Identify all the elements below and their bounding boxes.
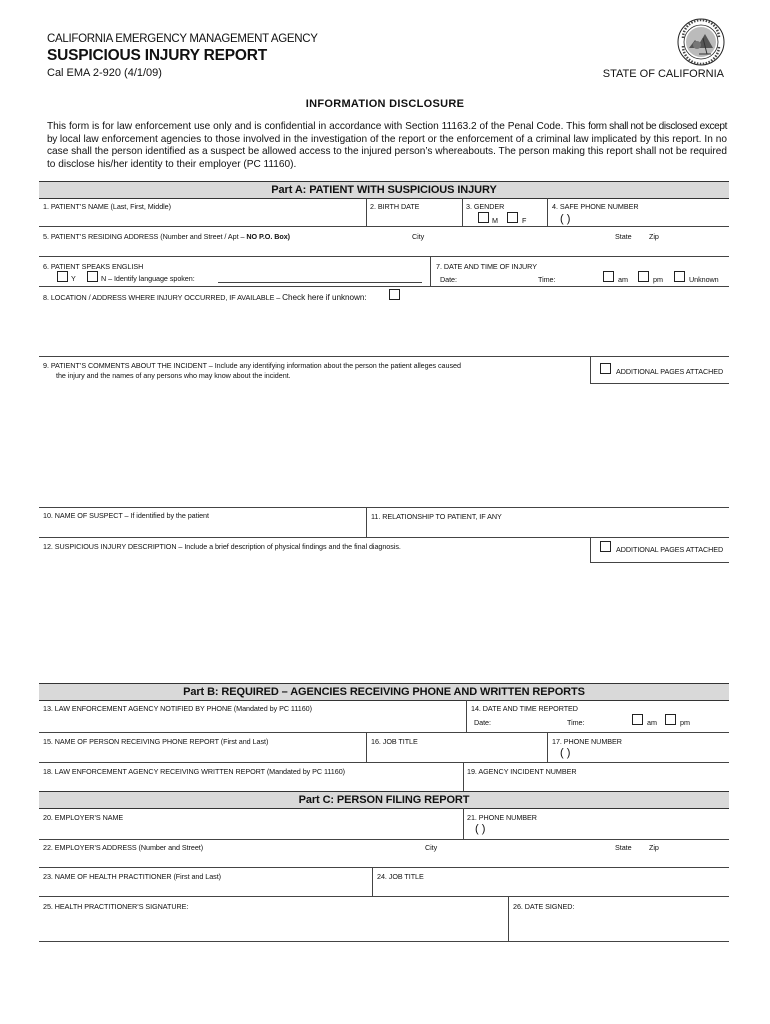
part-a-header: Part A: PATIENT WITH SUSPICIOUS INJURY	[39, 181, 729, 199]
field-16-label: 16. JOB TITLE	[371, 737, 418, 746]
field-13-label: 13. LAW ENFORCEMENT AGENCY NOTIFIED BY PHONE (Mandated by PC 11160)	[43, 704, 312, 713]
employer-state-label: State	[615, 843, 632, 852]
zip-label: Zip	[649, 232, 659, 241]
field-15-label: 15. NAME OF PERSON RECEIVING PHONE REPORT (First and Last)	[43, 737, 269, 746]
field-6-label: 6. PATIENT SPEAKS ENGLISH	[43, 262, 144, 271]
disclosure-text: This form is for law enforcement use only and is confidential in accordance with Section 11163.2 of the Penal Code. This form shall not be disclosed except by local law enforcement agencies to those involved in the investigation of the report or the enforcement of a criminal law implicated by this report. In no case shall the person identified as a suspect be allowed access to the injured person’s whereabouts. The person making this report shall not be required to disclose his/her identity to their employer (PC 11160).	[47, 121, 727, 170]
state-field-label: State	[615, 232, 632, 241]
field-17-label: 17. PHONE NUMBER	[552, 737, 622, 746]
disclosure-title: INFORMATION DISCLOSURE	[305, 98, 465, 110]
field-24-label: 24. JOB TITLE	[377, 872, 424, 881]
gender-m-checkbox[interactable]	[478, 212, 489, 223]
field-8-label: 8. LOCATION / ADDRESS WHERE INJURY OCCURRED, IF AVAILABLE – Check here if unknown:	[43, 293, 367, 302]
field-7-label: 7. DATE AND TIME OF INJURY	[436, 262, 537, 271]
employer-phone-area[interactable]: ( )	[475, 823, 486, 835]
injury-pm-checkbox[interactable]	[638, 271, 649, 282]
field-10-label: 10. NAME OF SUSPECT – If identified by the patient	[43, 511, 209, 520]
part-b-header: Part B: REQUIRED – AGENCIES RECEIVING PHONE AND WRITTEN REPORTS	[39, 683, 729, 701]
field-14-label: 14. DATE AND TIME REPORTED	[471, 704, 578, 713]
english-yes-checkbox[interactable]	[57, 271, 68, 282]
field-20-label: 20. EMPLOYER’S NAME	[43, 813, 124, 822]
additional-pages-checkbox-2[interactable]	[600, 541, 611, 552]
state-seal-icon	[677, 18, 725, 66]
field-26-label: 26. DATE SIGNED:	[513, 902, 575, 911]
field-11-label: 11. RELATIONSHIP TO PATIENT, IF ANY	[371, 512, 502, 521]
field-3-label: 3. GENDER	[466, 202, 505, 211]
field-23-label: 23. NAME OF HEALTH PRACTITIONER (First and Last)	[43, 872, 221, 881]
english-no-label: N – Identify language spoken:	[101, 274, 195, 283]
field-9-label: 9. PATIENT’S COMMENTS ABOUT THE INCIDENT – Include any identifying information about the person the patient alleges caused	[43, 361, 461, 370]
location-unknown-checkbox[interactable]	[389, 289, 400, 300]
employer-zip-label: Zip	[649, 843, 659, 852]
injury-unknown-label: Unknown	[689, 275, 719, 284]
injury-time-label: Time:	[538, 275, 556, 284]
field-9-label-2: the injury and the names of any persons who may know about the incident.	[56, 371, 291, 380]
employer-city-label: City	[425, 843, 438, 852]
report-pm-label: pm	[680, 718, 690, 727]
injury-am-checkbox[interactable]	[603, 271, 614, 282]
field-19-label: 19. AGENCY INCIDENT NUMBER	[467, 767, 577, 776]
city-label: City	[412, 232, 425, 241]
report-date-label: Date:	[474, 718, 491, 727]
english-no-checkbox[interactable]	[87, 271, 98, 282]
additional-pages-checkbox-1[interactable]	[600, 363, 611, 374]
injury-date-label: Date:	[440, 275, 457, 284]
gender-f-checkbox[interactable]	[507, 212, 518, 223]
report-pm-checkbox[interactable]	[665, 714, 676, 725]
report-am-label: am	[647, 718, 657, 727]
report-time-label: Time:	[567, 718, 585, 727]
report-am-checkbox[interactable]	[632, 714, 643, 725]
agency-name: CALIFORNIA EMERGENCY MANAGEMENT AGENCY	[47, 33, 318, 45]
field-25-label: 25. HEALTH PRACTITIONER’S SIGNATURE:	[43, 902, 189, 911]
phone-report-area[interactable]: ( )	[560, 747, 571, 759]
part-c-header: Part C: PERSON FILING REPORT	[39, 791, 729, 809]
language-input[interactable]	[218, 282, 422, 283]
field-21-label: 21. PHONE NUMBER	[467, 813, 537, 822]
field-4-label: 4. SAFE PHONE NUMBER	[552, 202, 639, 211]
state-label: STATE OF CALIFORNIA	[602, 68, 724, 80]
gender-m-label: M	[492, 216, 498, 225]
injury-am-label: am	[618, 275, 628, 284]
field-2-label: 2. BIRTH DATE	[370, 202, 420, 211]
field-22-label: 22. EMPLOYER’S ADDRESS (Number and Street)	[43, 843, 204, 852]
form-number: Cal EMA 2-920 (4/1/09)	[47, 67, 162, 79]
additional-pages-label-1: ADDITIONAL PAGES ATTACHED	[616, 367, 724, 376]
field-12-label: 12. SUSPICIOUS INJURY DESCRIPTION – Include a brief description of physical findings and the final diagnosis.	[43, 542, 401, 551]
form-title: SUSPICIOUS INJURY REPORT	[47, 47, 267, 64]
safe-phone-area[interactable]: ( )	[560, 213, 571, 225]
injury-unknown-checkbox[interactable]	[674, 271, 685, 282]
english-yes-label: Y	[71, 274, 76, 283]
field-18-label: 18. LAW ENFORCEMENT AGENCY RECEIVING WRITTEN REPORT (Mandated by PC 11160)	[43, 767, 345, 776]
injury-pm-label: pm	[653, 275, 663, 284]
field-5-label: 5. PATIENT’S RESIDING ADDRESS (Number and Street / Apt – NO P.O. Box)	[43, 232, 291, 241]
gender-f-label: F	[522, 216, 527, 225]
field-1-label: 1. PATIENT’S NAME (Last, First, Middle)	[43, 202, 171, 211]
additional-pages-label-2: ADDITIONAL PAGES ATTACHED	[616, 545, 724, 554]
